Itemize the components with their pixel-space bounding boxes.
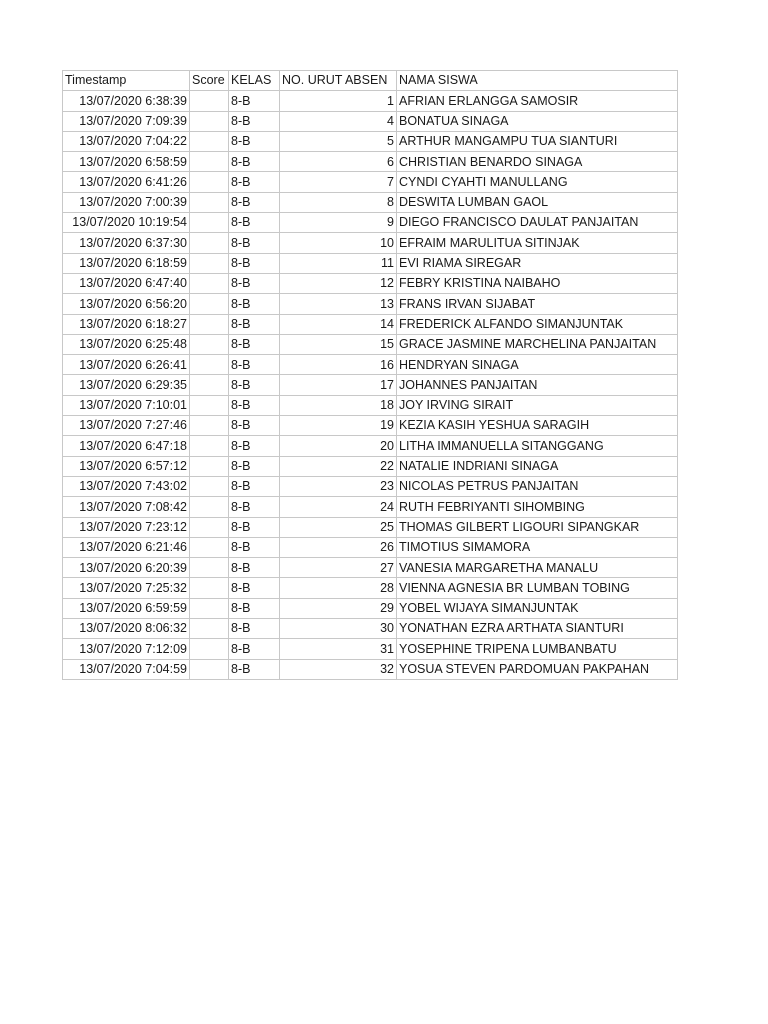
table-row: [63, 233, 678, 253]
cell-timestamp: 13/07/2020 7:00:39: [63, 192, 190, 212]
table-row: [63, 639, 678, 659]
cell-nama-siswa: VANESIA MARGARETHA MANALU: [397, 558, 678, 578]
header-row: [63, 71, 678, 91]
cell-kelas: 8-B: [229, 111, 280, 131]
cell-kelas: 8-B: [229, 476, 280, 496]
cell-score: [190, 639, 229, 659]
cell-nama-siswa: JOHANNES PANJAITAN: [397, 375, 678, 395]
cell-no-urut-absen: 7: [280, 172, 397, 192]
cell-score: [190, 598, 229, 618]
cell-nama-siswa: HENDRYAN SINAGA: [397, 355, 678, 375]
cell-timestamp: 13/07/2020 7:25:32: [63, 578, 190, 598]
cell-no-urut-absen: 13: [280, 294, 397, 314]
cell-kelas: 8-B: [229, 213, 280, 233]
cell-no-urut-absen: 26: [280, 537, 397, 557]
cell-timestamp: 13/07/2020 7:43:02: [63, 476, 190, 496]
cell-no-urut-absen: 28: [280, 578, 397, 598]
cell-nama-siswa: DIEGO FRANCISCO DAULAT PANJAITAN: [397, 213, 678, 233]
table-row: [63, 111, 678, 131]
cell-score: [190, 517, 229, 537]
table-row: [63, 294, 678, 314]
table-row: [63, 213, 678, 233]
cell-timestamp: 13/07/2020 6:57:12: [63, 456, 190, 476]
cell-timestamp: 13/07/2020 7:04:22: [63, 131, 190, 151]
cell-score: [190, 91, 229, 111]
cell-no-urut-absen: 1: [280, 91, 397, 111]
cell-no-urut-absen: 24: [280, 497, 397, 517]
cell-score: [190, 416, 229, 436]
header-kelas: KELAS: [229, 71, 280, 91]
cell-score: [190, 578, 229, 598]
cell-timestamp: 13/07/2020 7:10:01: [63, 395, 190, 415]
cell-score: [190, 294, 229, 314]
cell-score: [190, 497, 229, 517]
cell-kelas: 8-B: [229, 598, 280, 618]
cell-kelas: 8-B: [229, 578, 280, 598]
cell-kelas: 8-B: [229, 659, 280, 679]
cell-timestamp: 13/07/2020 8:06:32: [63, 619, 190, 639]
cell-no-urut-absen: 31: [280, 639, 397, 659]
cell-score: [190, 111, 229, 131]
table-row: [63, 131, 678, 151]
cell-score: [190, 619, 229, 639]
cell-kelas: 8-B: [229, 355, 280, 375]
cell-timestamp: 13/07/2020 6:47:18: [63, 436, 190, 456]
attendance-table: [62, 70, 678, 680]
cell-nama-siswa: TIMOTIUS SIMAMORA: [397, 537, 678, 557]
table-row: [63, 273, 678, 293]
table-row: [63, 395, 678, 415]
cell-nama-siswa: KEZIA KASIH YESHUA SARAGIH: [397, 416, 678, 436]
cell-nama-siswa: CYNDI CYAHTI MANULLANG: [397, 172, 678, 192]
cell-no-urut-absen: 15: [280, 334, 397, 354]
table-row: [63, 476, 678, 496]
table-row: [63, 619, 678, 639]
cell-nama-siswa: GRACE JASMINE MARCHELINA PANJAITAN: [397, 334, 678, 354]
cell-nama-siswa: FEBRY KRISTINA NAIBAHO: [397, 273, 678, 293]
cell-nama-siswa: DESWITA LUMBAN GAOL: [397, 192, 678, 212]
cell-nama-siswa: FRANS IRVAN SIJABAT: [397, 294, 678, 314]
cell-no-urut-absen: 25: [280, 517, 397, 537]
table-row: [63, 598, 678, 618]
cell-nama-siswa: FREDERICK ALFANDO SIMANJUNTAK: [397, 314, 678, 334]
cell-kelas: 8-B: [229, 456, 280, 476]
cell-nama-siswa: THOMAS GILBERT LIGOURI SIPANGKAR: [397, 517, 678, 537]
cell-kelas: 8-B: [229, 192, 280, 212]
cell-kelas: 8-B: [229, 294, 280, 314]
cell-nama-siswa: YONATHAN EZRA ARTHATA SIANTURI: [397, 619, 678, 639]
cell-score: [190, 131, 229, 151]
cell-kelas: 8-B: [229, 639, 280, 659]
header-nama-siswa: NAMA SISWA: [397, 71, 678, 91]
cell-score: [190, 213, 229, 233]
cell-timestamp: 13/07/2020 6:20:39: [63, 558, 190, 578]
cell-no-urut-absen: 32: [280, 659, 397, 679]
table-row: [63, 558, 678, 578]
cell-score: [190, 314, 229, 334]
cell-score: [190, 659, 229, 679]
cell-no-urut-absen: 10: [280, 233, 397, 253]
cell-timestamp: 13/07/2020 6:18:59: [63, 253, 190, 273]
cell-no-urut-absen: 5: [280, 131, 397, 151]
table-row: [63, 659, 678, 679]
cell-timestamp: 13/07/2020 6:38:39: [63, 91, 190, 111]
table-row: [63, 91, 678, 111]
cell-timestamp: 13/07/2020 7:23:12: [63, 517, 190, 537]
cell-nama-siswa: CHRISTIAN BENARDO SINAGA: [397, 152, 678, 172]
cell-no-urut-absen: 9: [280, 213, 397, 233]
cell-nama-siswa: NATALIE INDRIANI SINAGA: [397, 456, 678, 476]
cell-score: [190, 233, 229, 253]
cell-kelas: 8-B: [229, 395, 280, 415]
table-row: [63, 172, 678, 192]
cell-no-urut-absen: 14: [280, 314, 397, 334]
cell-timestamp: 13/07/2020 6:37:30: [63, 233, 190, 253]
cell-nama-siswa: YOSEPHINE TRIPENA LUMBANBATU: [397, 639, 678, 659]
cell-timestamp: 13/07/2020 6:47:40: [63, 273, 190, 293]
cell-kelas: 8-B: [229, 497, 280, 517]
cell-kelas: 8-B: [229, 416, 280, 436]
table-row: [63, 152, 678, 172]
cell-timestamp: 13/07/2020 6:29:35: [63, 375, 190, 395]
cell-kelas: 8-B: [229, 334, 280, 354]
cell-nama-siswa: LITHA IMMANUELLA SITANGGANG: [397, 436, 678, 456]
cell-nama-siswa: EFRAIM MARULITUA SITINJAK: [397, 233, 678, 253]
header-no-urut-absen: NO. URUT ABSEN: [280, 71, 397, 91]
cell-kelas: 8-B: [229, 314, 280, 334]
header-timestamp: Timestamp: [63, 71, 190, 91]
table-row: [63, 416, 678, 436]
cell-no-urut-absen: 27: [280, 558, 397, 578]
cell-score: [190, 537, 229, 557]
cell-timestamp: 13/07/2020 6:59:59: [63, 598, 190, 618]
cell-kelas: 8-B: [229, 253, 280, 273]
cell-timestamp: 13/07/2020 7:08:42: [63, 497, 190, 517]
cell-no-urut-absen: 12: [280, 273, 397, 293]
cell-kelas: 8-B: [229, 91, 280, 111]
cell-score: [190, 172, 229, 192]
cell-score: [190, 355, 229, 375]
cell-nama-siswa: AFRIAN ERLANGGA SAMOSIR: [397, 91, 678, 111]
cell-nama-siswa: VIENNA AGNESIA BR LUMBAN TOBING: [397, 578, 678, 598]
cell-score: [190, 334, 229, 354]
cell-kelas: 8-B: [229, 537, 280, 557]
cell-no-urut-absen: 19: [280, 416, 397, 436]
table-row: [63, 436, 678, 456]
table-row: [63, 334, 678, 354]
cell-score: [190, 436, 229, 456]
cell-timestamp: 13/07/2020 6:56:20: [63, 294, 190, 314]
cell-kelas: 8-B: [229, 131, 280, 151]
cell-nama-siswa: NICOLAS PETRUS PANJAITAN: [397, 476, 678, 496]
table-row: [63, 355, 678, 375]
cell-no-urut-absen: 20: [280, 436, 397, 456]
cell-no-urut-absen: 18: [280, 395, 397, 415]
cell-score: [190, 273, 229, 293]
cell-timestamp: 13/07/2020 6:41:26: [63, 172, 190, 192]
cell-nama-siswa: JOY IRVING SIRAIT: [397, 395, 678, 415]
table-row: [63, 456, 678, 476]
table-body: [63, 71, 678, 680]
cell-score: [190, 375, 229, 395]
cell-kelas: 8-B: [229, 152, 280, 172]
cell-score: [190, 558, 229, 578]
cell-nama-siswa: RUTH FEBRIYANTI SIHOMBING: [397, 497, 678, 517]
cell-timestamp: 13/07/2020 6:21:46: [63, 537, 190, 557]
cell-score: [190, 192, 229, 212]
cell-timestamp: 13/07/2020 7:27:46: [63, 416, 190, 436]
cell-no-urut-absen: 30: [280, 619, 397, 639]
cell-score: [190, 476, 229, 496]
table-row: [63, 375, 678, 395]
cell-kelas: 8-B: [229, 375, 280, 395]
cell-no-urut-absen: 6: [280, 152, 397, 172]
cell-timestamp: 13/07/2020 6:58:59: [63, 152, 190, 172]
cell-score: [190, 456, 229, 476]
cell-no-urut-absen: 11: [280, 253, 397, 273]
cell-timestamp: 13/07/2020 10:19:54: [63, 213, 190, 233]
table-row: [63, 253, 678, 273]
cell-no-urut-absen: 4: [280, 111, 397, 131]
cell-timestamp: 13/07/2020 6:25:48: [63, 334, 190, 354]
cell-nama-siswa: ARTHUR MANGAMPU TUA SIANTURI: [397, 131, 678, 151]
table-row: [63, 497, 678, 517]
cell-kelas: 8-B: [229, 619, 280, 639]
cell-score: [190, 253, 229, 273]
cell-kelas: 8-B: [229, 558, 280, 578]
cell-kelas: 8-B: [229, 436, 280, 456]
header-score: Score: [190, 71, 229, 91]
table-row: [63, 537, 678, 557]
cell-timestamp: 13/07/2020 6:18:27: [63, 314, 190, 334]
cell-score: [190, 395, 229, 415]
cell-timestamp: 13/07/2020 7:04:59: [63, 659, 190, 679]
spreadsheet-page: [62, 70, 678, 680]
cell-kelas: 8-B: [229, 233, 280, 253]
cell-nama-siswa: BONATUA SINAGA: [397, 111, 678, 131]
table-row: [63, 192, 678, 212]
cell-no-urut-absen: 16: [280, 355, 397, 375]
cell-kelas: 8-B: [229, 517, 280, 537]
cell-no-urut-absen: 22: [280, 456, 397, 476]
table-row: [63, 314, 678, 334]
cell-nama-siswa: YOSUA STEVEN PARDOMUAN PAKPAHAN: [397, 659, 678, 679]
cell-kelas: 8-B: [229, 273, 280, 293]
cell-no-urut-absen: 17: [280, 375, 397, 395]
cell-nama-siswa: YOBEL WIJAYA SIMANJUNTAK: [397, 598, 678, 618]
cell-no-urut-absen: 23: [280, 476, 397, 496]
cell-no-urut-absen: 8: [280, 192, 397, 212]
cell-no-urut-absen: 29: [280, 598, 397, 618]
cell-nama-siswa: EVI RIAMA SIREGAR: [397, 253, 678, 273]
cell-kelas: 8-B: [229, 172, 280, 192]
cell-timestamp: 13/07/2020 7:12:09: [63, 639, 190, 659]
table-row: [63, 517, 678, 537]
cell-timestamp: 13/07/2020 7:09:39: [63, 111, 190, 131]
cell-timestamp: 13/07/2020 6:26:41: [63, 355, 190, 375]
table-row: [63, 578, 678, 598]
cell-score: [190, 152, 229, 172]
